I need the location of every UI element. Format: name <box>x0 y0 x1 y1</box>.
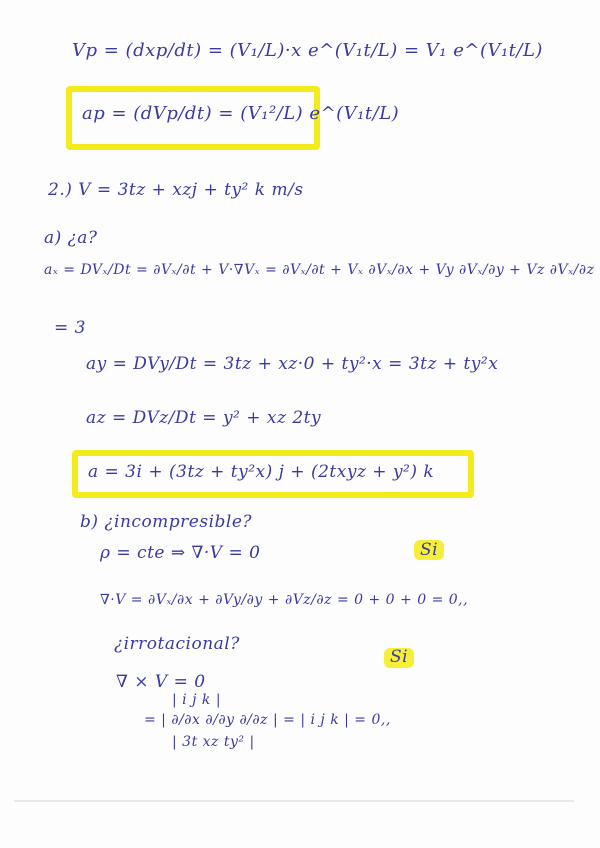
eq-az: az = DVz/Dt = y² + xz 2ty <box>86 408 322 428</box>
eq-ax: aₓ = DVₓ/Dt = ∂Vₓ/∂t + V·∇Vₓ = ∂Vₓ/∂t + Vₓ ∂Vₓ/∂x + Vy ∂Vₓ/∂y + Vz ∂Vₓ/∂z <box>44 262 595 278</box>
eq-ax-result: = 3 <box>54 318 86 338</box>
page-edge-line <box>14 800 574 802</box>
eq-ay: ay = DVy/Dt = 3tz + xz·0 + ty²·x = 3tz + ty²x <box>86 354 499 374</box>
part-a-label: a) ¿a? <box>44 228 98 248</box>
eq-ap: ap = (dVp/dt) = (V₁²/L) e^(V₁t/L) <box>82 103 400 124</box>
eq-a-total: a = 3i + (3tz + ty²x) j + (2txyz + y²) k <box>88 462 435 482</box>
eq-vp: Vp = (dxp/dt) = (V₁/L)·x e^(V₁t/L) = V₁ e^(V₁t/L) <box>72 40 543 61</box>
eq-density: ρ = cte ⇒ ∇·V = 0 <box>100 543 261 563</box>
eq-divergence: ∇·V = ∂Vₓ/∂x + ∂Vy/∂y + ∂Vz/∂z = 0 + 0 + 0 = 0,, <box>100 592 469 608</box>
part-b-label: b) ¿incompresible? <box>80 512 253 532</box>
irrotational-label: ¿irrotacional? <box>114 634 240 654</box>
curl-matrix-row-1: | i j k | <box>172 692 222 708</box>
problem-2-velocity: 2.) V = 3tz + xzj + ty² k m/s <box>48 180 304 200</box>
curl-matrix-row-3: | 3t xz ty² | <box>172 734 255 750</box>
answer-si-2: Si <box>390 647 409 667</box>
curl-matrix-row-2: = | ∂/∂x ∂/∂y ∂/∂z | = | i j k | = 0,, <box>144 712 391 728</box>
eq-curl: ∇ × V = 0 <box>116 672 206 692</box>
answer-si-1: Si <box>420 540 439 560</box>
